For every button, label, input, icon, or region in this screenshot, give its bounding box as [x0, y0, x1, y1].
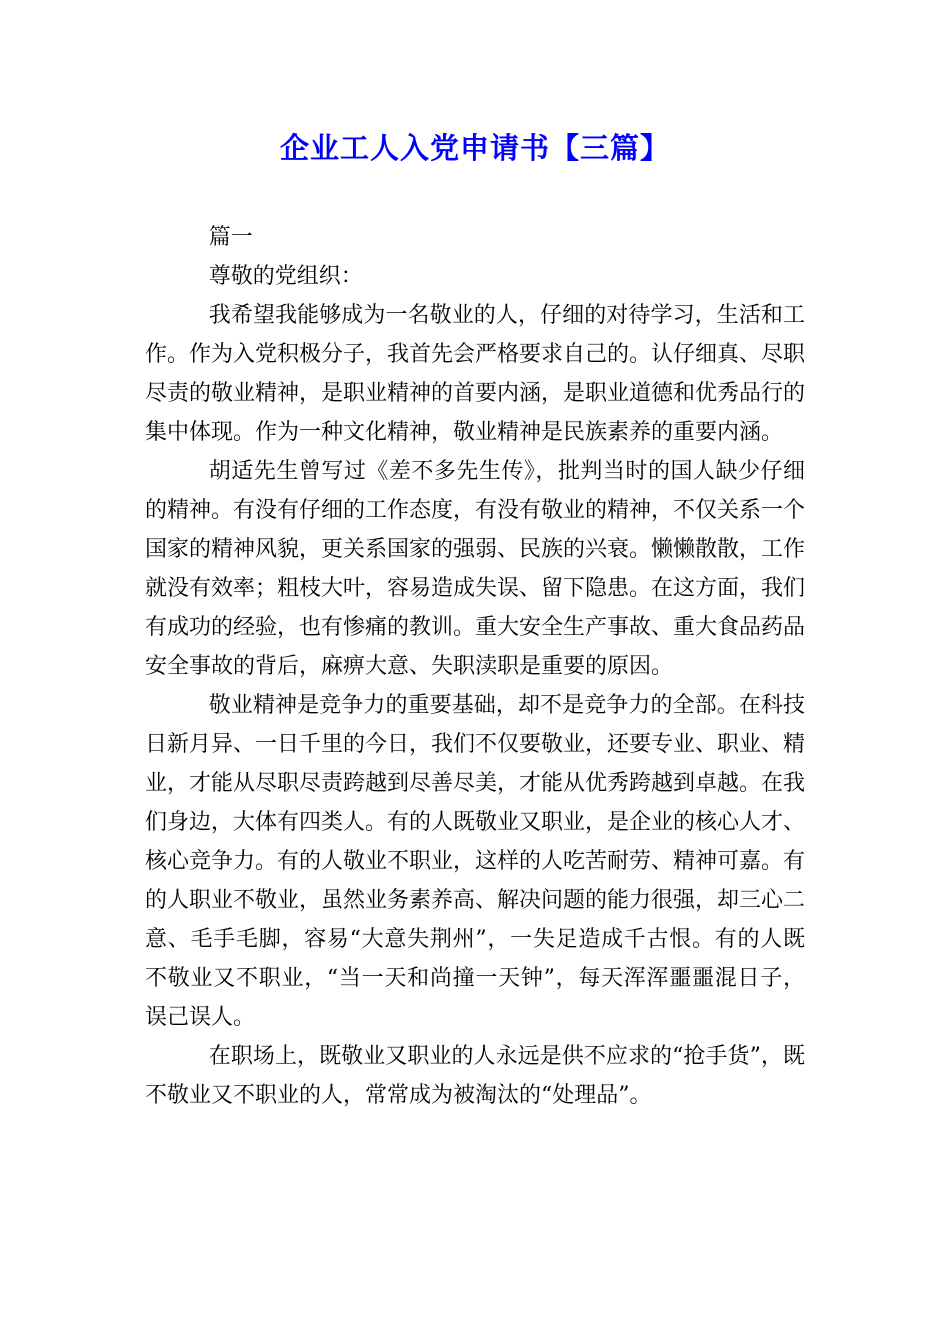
section-heading: 篇一 — [208, 225, 253, 250]
body-paragraph: 在职场上，既敬业又职业的人永远是供不应求的“抢手货”，既不敬业又不职业的人，常常成为被淘汰的“处理品”。 — [145, 1044, 805, 1108]
body-paragraph: 敬业精神是竞争力的重要基础，却不是竞争力的全部。在科技日新月异、一日千里的今日，我们不仅要敬业，还要专业、职业、精业，才能从尽职尽责跨越到尽善尽美，才能从优秀跨越到卓越。在我们身边，大体有四类人。有的人既敬业又职业，是企业的核心人才、核心竞争力。有的人敬业不职业，这样的人吃苦耐劳、精神可嘉。有的人职业不敬业，虽然业务素养高、解决问题的能力很强，却三心二意、毛手毛脚，容易“大意失荆州”，一失足造成千古恨。有的人既不敬业又不职业，“当一天和尚撞一天钟”，每天浑浑噩噩混日子，误己误人。 — [145, 693, 806, 1030]
body-paragraph: 胡适先生曾写过《差不多先生传》，批判当时的国人缺少仔细的精神。有没有仔细的工作态度，有没有敬业的精神，不仅关系一个国家的精神风貌，更关系国家的强弱、民族的兴衰。懒懒散散，工作就没有效率；粗枝大叶，容易造成失误、留下隐患。在这方面，我们有成功的经验，也有惨痛的教训。重大安全生产事故、重大食品药品安全事故的背后，麻痹大意、失职渎职是重要的原因。 — [145, 459, 806, 679]
salutation: 尊敬的党组织： — [208, 264, 363, 289]
body-paragraph: 我希望我能够成为一名敬业的人，仔细的对待学习，生活和工作。作为入党积极分子，我首先会严格要求自己的。认仔细真、尽职尽责的敬业精神，是职业精神的首要内涵，是职业道德和优秀品行的集中体现。作为一种文化精神，敬业精神是民族素养的重要内涵。 — [145, 303, 806, 445]
document-title: 企业工人入党申请书【三篇】 — [279, 131, 670, 165]
document-body — [145, 218, 805, 1115]
